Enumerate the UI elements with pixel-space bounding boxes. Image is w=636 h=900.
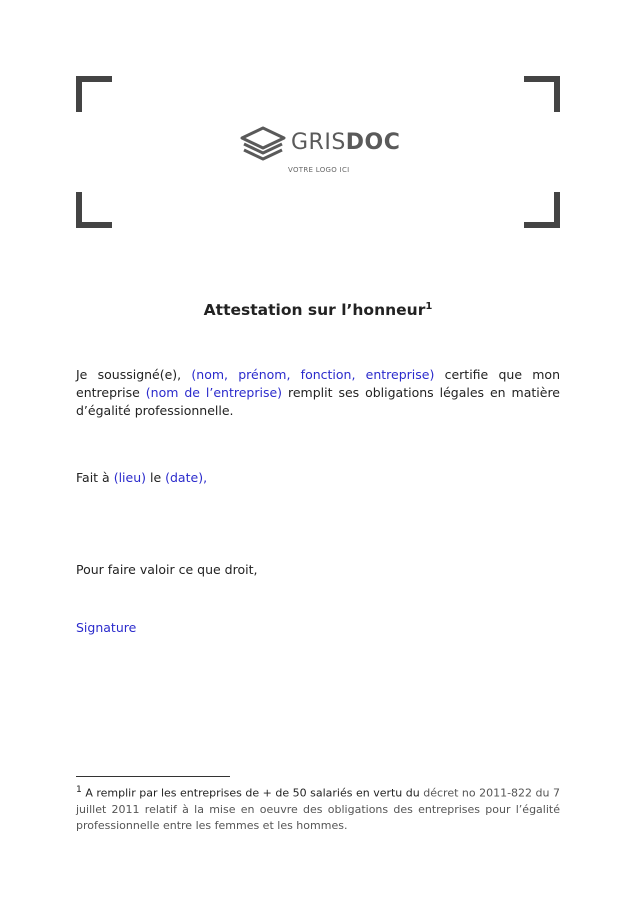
crop-mark-bottom-left xyxy=(76,192,112,228)
footnote-divider xyxy=(76,776,230,777)
placeholder-date: (date), xyxy=(165,470,208,485)
document-title: Attestation sur l’honneur$^1$ xyxy=(203,301,433,320)
decree-reference: décret no 2011-822 du 7 juillet 2011 relatif à la mise en oeuvre des obligations des entreprises pour l’égalité professionnelle entre les femmes et les hommes. xyxy=(76,786,560,832)
declaration-paragraph: Je soussigné(e), (nom, prénom, fonction, entreprise) certifie que mon entreprise (nom de l’entreprise) remplit ses obligations légales en matière d’égalité professionnelle. xyxy=(76,367,560,418)
place-date-line: Fait à (lieu) le (date), xyxy=(76,470,208,485)
stacked-layers-icon xyxy=(240,126,286,166)
placeholder-company: (nom de l’entreprise) xyxy=(145,385,283,400)
closing-line: Pour faire valoir ce que droit, xyxy=(76,562,258,577)
crop-mark-top-right xyxy=(524,76,560,112)
logo-tagline: VOTRE LOGO ICI xyxy=(288,166,350,174)
placeholder-place: (lieu) xyxy=(113,470,146,485)
placeholder-identity: (nom, prénom, fonction, entreprise) xyxy=(191,367,435,382)
crop-mark-top-left xyxy=(76,76,112,112)
crop-mark-bottom-right xyxy=(524,192,560,228)
logo xyxy=(240,126,410,186)
logo-brand: GRISDOC xyxy=(291,130,401,155)
footnote: $^1$ A remplir par les entreprises de + de 50 salariés en vertu du décret no 2011-822 du 7 juillet 2011 relatif à la mise en oeuvre des obligations des entreprises pour l’égalité professionnelle entre les femmes et les hommes. xyxy=(76,784,560,832)
footnote-marker: 1 xyxy=(425,301,433,312)
signature-placeholder: Signature xyxy=(76,620,137,635)
